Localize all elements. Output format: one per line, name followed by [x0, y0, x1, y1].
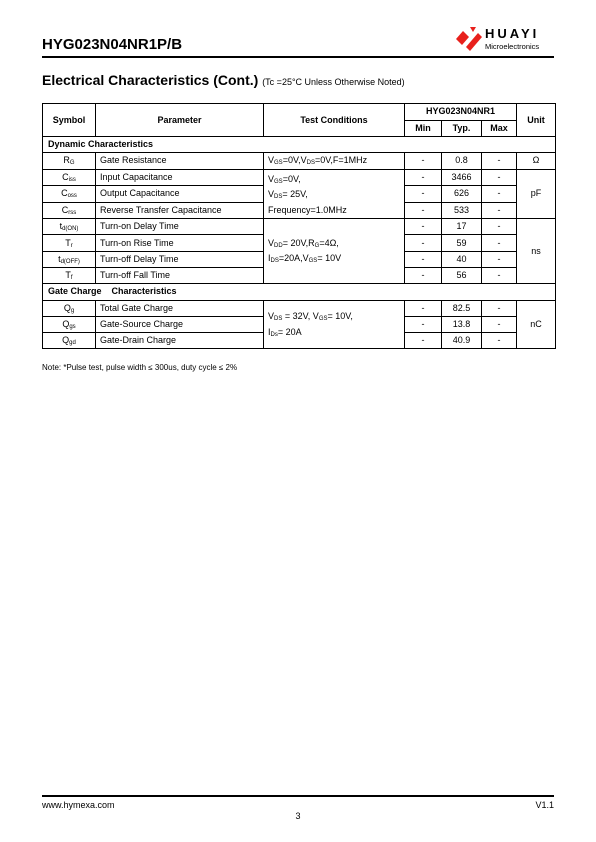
section-title-text: Electrical Characteristics (Cont.) [42, 72, 259, 88]
symbol-cell: $T_f$ [43, 267, 96, 283]
parameter-cell: Total Gate Charge [96, 300, 264, 316]
typ-cell: 626 [442, 186, 482, 203]
test-condition-cell: $V_{GS}=0V$, $V_{DS}= 25V$, Frequency=1.0MHz [264, 169, 405, 219]
symbol-cell: $C_{oss}$ [43, 186, 96, 203]
min-cell: - [405, 267, 442, 283]
max-cell: - [482, 267, 517, 283]
typ-cell: 533 [442, 202, 482, 219]
header-parameter: Parameter [96, 104, 264, 137]
section-title [42, 72, 405, 88]
dynamic-section-title: Dynamic Characteristics [43, 137, 556, 153]
table-row [43, 219, 556, 235]
max-cell: - [482, 316, 517, 332]
symbol-cell: $t_{d(OFF)}$ [43, 251, 96, 267]
pulse-test-note: Note: *Pulse test, pulse width ≤ 300us, duty cycle ≤ 2% [42, 363, 238, 372]
parameter-cell: Gate-Source Charge [96, 316, 264, 332]
min-cell: - [405, 235, 442, 251]
test-condition-cell: $V_{DD}= 20V,R_G=4\Omega$, $I_{DS}=20A,V_{GS}= 10V$ [264, 219, 405, 284]
document-version: V1.1 [535, 800, 554, 810]
test-condition-cell: $V_{GS}=0V,V_{DS}=0V,F=1MHz$ [264, 153, 405, 169]
logo-subtitle: Microelectronics [485, 42, 540, 51]
huayi-logo-icon [454, 25, 484, 53]
header-unit: Unit [517, 104, 556, 137]
max-cell: - [482, 202, 517, 219]
header-test-conditions: Test Conditions [264, 104, 405, 137]
table-row [43, 169, 556, 186]
max-cell: - [482, 300, 517, 316]
typ-cell: 17 [442, 219, 482, 235]
typ-cell: 13.8 [442, 316, 482, 332]
symbol-cell: $C_{rss}$ [43, 202, 96, 219]
max-cell: - [482, 333, 517, 349]
parameter-cell: Gate-Drain Charge [96, 333, 264, 349]
typ-cell: 59 [442, 235, 482, 251]
unit-cell: nC [517, 300, 556, 349]
min-cell: - [405, 186, 442, 203]
min-cell: - [405, 153, 442, 169]
symbol-cell: $Q_{gd}$ [43, 333, 96, 349]
parameter-cell: Turn-off Fall Time [96, 267, 264, 283]
typ-cell: 56 [442, 267, 482, 283]
section-condition: (Tc =25°C Unless Otherwise Noted) [262, 77, 405, 87]
header-rule [42, 56, 554, 58]
min-cell: - [405, 202, 442, 219]
symbol-cell: $R_G$ [43, 153, 96, 169]
min-cell: - [405, 333, 442, 349]
gate-charge-section-title: Gate Charge Characteristics [43, 284, 556, 300]
parameter-cell: Output Capacitance [96, 186, 264, 203]
max-cell: - [482, 219, 517, 235]
header-symbol: Symbol [43, 104, 96, 137]
table-header-row [43, 104, 556, 121]
min-cell: - [405, 169, 442, 186]
part-number: HYG023N04NR1P/B [42, 36, 183, 53]
unit-cell: pF [517, 169, 556, 219]
typ-cell: 3466 [442, 169, 482, 186]
parameter-cell: Turn-on Rise Time [96, 235, 264, 251]
table-row [43, 300, 556, 316]
parameter-cell: Gate Resistance [96, 153, 264, 169]
parameter-cell: Reverse Transfer Capacitance [96, 202, 264, 219]
unit-cell: Ω [517, 153, 556, 169]
min-cell: - [405, 300, 442, 316]
parameter-cell: Turn-off Delay Time [96, 251, 264, 267]
page-number: 3 [295, 811, 301, 821]
max-cell: - [482, 251, 517, 267]
electrical-characteristics-table [42, 103, 556, 349]
min-cell: - [405, 251, 442, 267]
typ-cell: 82.5 [442, 300, 482, 316]
typ-cell: 40.9 [442, 333, 482, 349]
website-link[interactable]: www.hymexa.com [42, 800, 115, 810]
footer-rule [42, 795, 554, 797]
parameter-cell: Turn-on Delay Time [96, 219, 264, 235]
header-max: Max [482, 120, 517, 137]
symbol-cell: $Q_g$ [43, 300, 96, 316]
max-cell: - [482, 186, 517, 203]
section-row-gate-charge [43, 284, 556, 300]
header-device: HYG023N04NR1 [405, 104, 517, 121]
table-row [43, 153, 556, 169]
header-min: Min [405, 120, 442, 137]
symbol-cell: $T_r$ [43, 235, 96, 251]
symbol-cell: $C_{iss}$ [43, 169, 96, 186]
typ-cell: 40 [442, 251, 482, 267]
min-cell: - [405, 316, 442, 332]
logo-brand: HUAYI [485, 26, 540, 41]
parameter-cell: Input Capacitance [96, 169, 264, 186]
test-condition-cell: $V_{DS} = 32V$, $V_{GS}= 10V$, $I_{Ds}= 20A$ [264, 300, 405, 349]
unit-cell: ns [517, 219, 556, 284]
section-row-dynamic [43, 137, 556, 153]
max-cell: - [482, 153, 517, 169]
min-cell: - [405, 219, 442, 235]
symbol-cell: $Q_{gs}$ [43, 316, 96, 332]
header-typ: Typ. [442, 120, 482, 137]
typ-cell: 0.8 [442, 153, 482, 169]
max-cell: - [482, 235, 517, 251]
max-cell: - [482, 169, 517, 186]
huayi-logo [454, 23, 558, 57]
symbol-cell: $t_{d(ON)}$ [43, 219, 96, 235]
